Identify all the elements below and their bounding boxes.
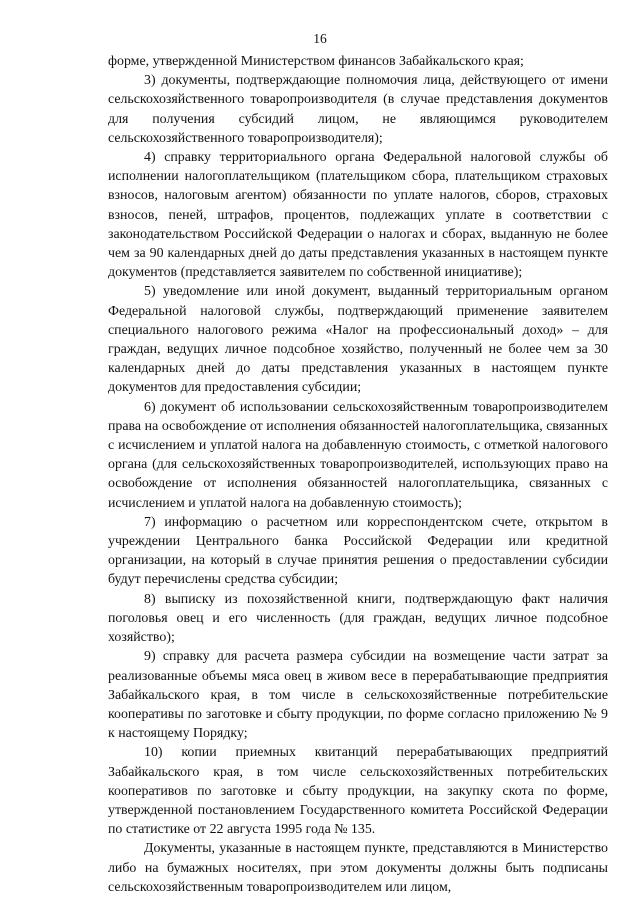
- paragraph-item-5: 5) уведомление или иной документ, выданный территориальным органом Федеральной налоговой службы, подтверждающий применение заявителем специального налогового режима «Налог на профессиональный доход» – для граждан, ведущих личное подсобное хозяйство, полученный не более чем за 30 календарных дней до даты представления указанных в настоящем пункте документов для предоставления субсидии;: [108, 284, 608, 396]
- paragraph-item-8: 8) выписку из похозяйственной книги, подтверждающую факт наличия поголовья овец и его численность (для граждан, ведущих личное подсобное хозяйство);: [108, 591, 608, 646]
- paragraph-item-3: 3) документы, подтверждающие полномочия лица, действующего от имени сельскохозяйственного товаропроизводителя (в случае представления документов для получения субсидий лицом, не являющимся руководителем сельскохозяйственного товаропроизводителя);: [108, 73, 608, 146]
- paragraph-documents-note: Документы, указанные в настоящем пункте, представляются в Министерство либо на бумажных носителях, при этом документы должны быть подписаны сельскохозяйственным товаропроизводителем или лицом,: [108, 841, 608, 895]
- paragraph-item-7: 7) информацию о расчетном или корреспондентском счете, открытом в учреждении Центрального банка Российской Федерации или кредитной организации, на который в случае принятия решения о предоставлении субсидии будут перечислены средства субсидии;: [108, 514, 608, 588]
- page-number: 16: [313, 31, 327, 46]
- paragraph-item-9: 9) справку для расчета размера субсидии на возмещение части затрат за реализованные объемы мяса овец в живом весе в перерабатывающие предприятия Забайкальского края, в том числе в сельскохозяйственные потребительские кооперативы по заготовке и сбыту продукции, по форме согласно приложению № 9 к настоящему Порядку;: [108, 649, 608, 742]
- paragraph-item-10: 10) копии приемных квитанций перерабатывающих предприятий Забайкальского края, в том числе сельскохозяйственных потребительских кооперативов по заготовке и сбыту продукции, на закупку скота по форме, утвержденной постановлением Государственного комитета Российской Федерации по статистике от 22 августа 1995 года № 135.: [108, 745, 608, 838]
- paragraph-item-4: 4) справку территориального органа Федеральной налоговой службы об исполнении налогоплательщиком (плательщиком сбора, плательщиком страховых взносов, налоговым агентом) обязанности по уплате налогов, сборов, страховых взносов, пеней, штрафов, процентов, подлежащих уплате в соответствии с законодательством Российской Федерации о налогах и сборах, выданную не более чем за 90 календарных дней до даты представления указанных в настоящем пункте документов (представляется заявителем по собственной инициативе);: [108, 150, 608, 281]
- document-body: [108, 52, 608, 897]
- paragraph-item-6: 6) документ об использовании сельскохозяйственным товаропроизводителем права на освобождение от исполнения обязанностей налогоплательщика, связанных с исчислением и уплатой налога на добавленную стоимость, с отметкой налогового органа (для сельскохозяйственных товаропроизводителей, использующих право на освобождение от исполнения обязанностей налогоплательщика, связанных с исчислением и уплатой налога на добавленную стоимость);: [108, 399, 608, 511]
- paragraph-continuation: форме, утвержденной Министерством финансов Забайкальского края;: [108, 54, 524, 69]
